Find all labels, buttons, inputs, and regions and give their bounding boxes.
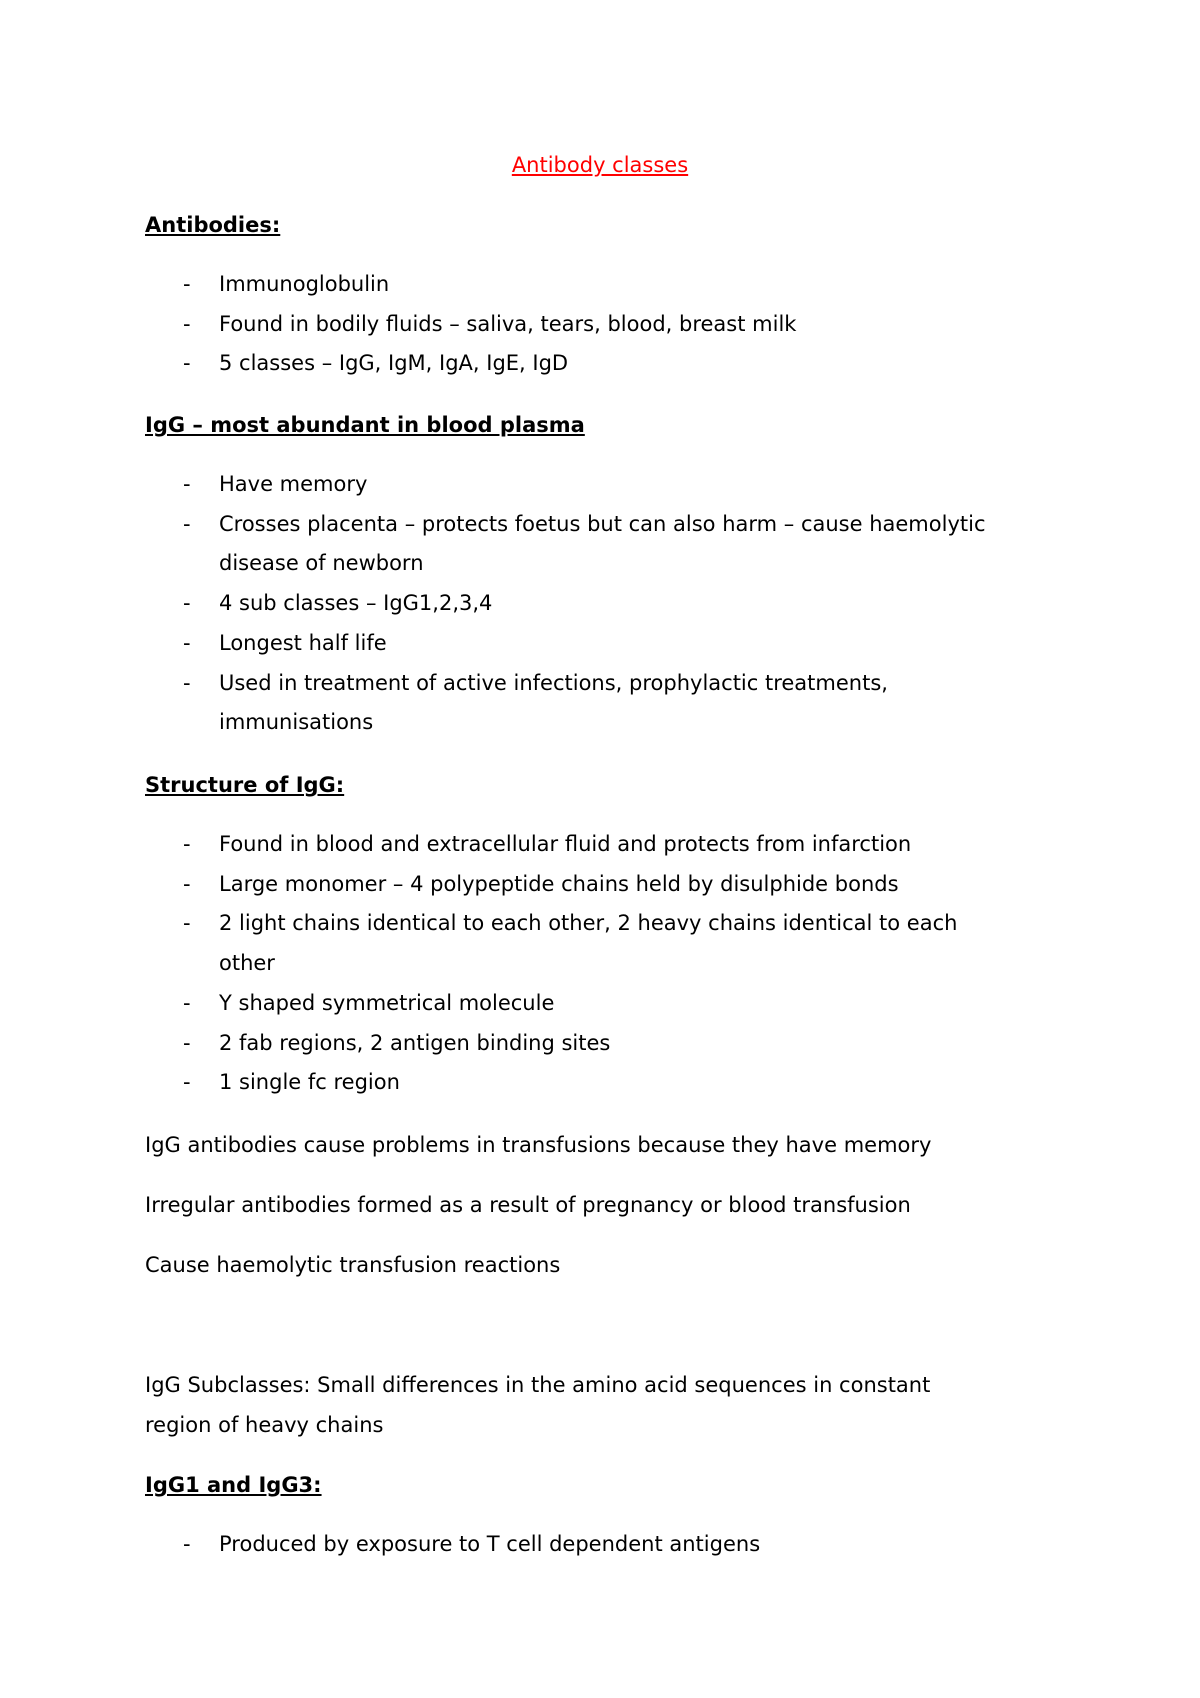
paragraph: Irregular antibodies formed as a result of pregnancy or blood transfusion: [145, 1193, 911, 1217]
dash-marker: -: [183, 311, 191, 336]
dash-marker: -: [183, 630, 191, 655]
list-item: - Large monomer – 4 polypeptide chains held by disulphide bonds: [0, 865, 957, 905]
structure-heading: Structure of IgG:: [145, 773, 345, 797]
list-item: - 2 light chains identical to each other, 2 heavy chains identical to each: [0, 904, 957, 944]
igg-heading: IgG – most abundant in blood plasma: [145, 413, 585, 437]
dash-marker: -: [183, 351, 191, 376]
list-item: - Used in treatment of active infections, prophylactic treatments,: [0, 664, 986, 704]
list-item-continuation: immunisations: [219, 710, 374, 735]
list-item: - Crosses placenta – protects foetus but can also harm – cause haemolytic: [0, 505, 986, 545]
antibodies-heading: Antibodies:: [145, 213, 281, 237]
list-item: - 4 sub classes – IgG1,2,3,4: [0, 584, 986, 624]
list-item: - Immunoglobulin: [0, 265, 796, 305]
list-item: - Y shaped symmetrical molecule: [0, 984, 957, 1024]
dash-marker: -: [183, 911, 191, 936]
list-item-continuation: other: [219, 951, 275, 976]
list-item: - 1 single fc region: [0, 1063, 957, 1103]
dash-marker: -: [183, 272, 191, 296]
dash-marker: -: [183, 1070, 191, 1095]
list-item: - Found in blood and extracellular fluid and protects from infarction: [0, 825, 957, 865]
dash-marker: -: [183, 1532, 191, 1556]
list-item: - 5 classes – IgG, IgM, IgA, IgE, IgD: [0, 344, 796, 384]
list-item: - Found in bodily fluids – saliva, tears, blood, breast milk: [0, 305, 796, 345]
igg1-igg3-list: [0, 1525, 760, 1565]
dash-marker: -: [183, 472, 191, 496]
antibodies-list: [0, 265, 796, 384]
paragraph: Cause haemolytic transfusion reactions: [145, 1253, 561, 1277]
list-item: - 2 fab regions, 2 antigen binding sites: [0, 1024, 957, 1064]
dash-marker: -: [183, 832, 191, 856]
structure-list: [0, 825, 957, 1103]
list-item: - Produced by exposure to T cell dependent antigens: [0, 1525, 760, 1565]
dash-marker: -: [183, 670, 191, 695]
dash-marker: -: [183, 1030, 191, 1055]
dash-marker: -: [183, 591, 191, 616]
dash-marker: -: [183, 511, 191, 536]
igg1-igg3-heading: IgG1 and IgG3:: [145, 1473, 322, 1497]
dash-marker: -: [183, 871, 191, 896]
subclasses-text-line-1: IgG Subclasses: Small differences in the amino acid sequences in constant: [145, 1373, 931, 1397]
dash-marker: -: [183, 990, 191, 1015]
list-item: - Longest half life: [0, 624, 986, 664]
list-item: - Have memory: [0, 465, 986, 505]
list-item-continuation: disease of newborn: [219, 551, 424, 576]
paragraph: IgG antibodies cause problems in transfusions because they have memory: [145, 1133, 932, 1157]
page-title: Antibody classes: [511, 153, 689, 177]
subclasses-text-line-2: region of heavy chains: [145, 1413, 384, 1437]
igg-list: [0, 465, 986, 743]
